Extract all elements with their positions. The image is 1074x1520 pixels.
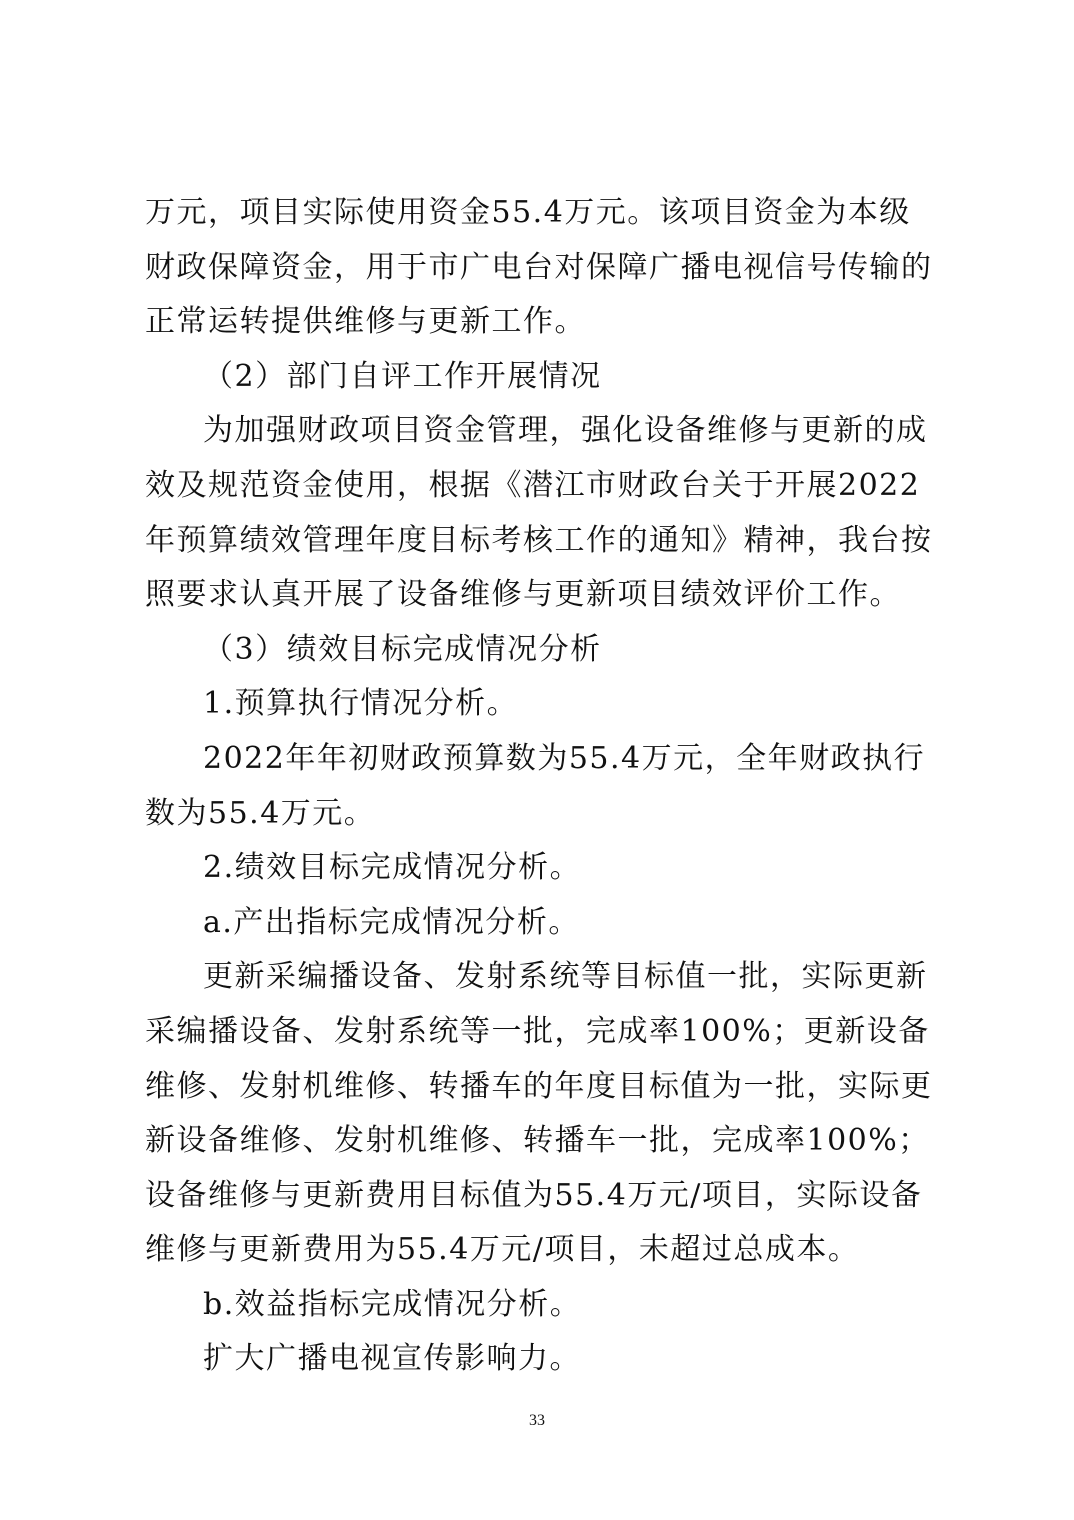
subheading-benefit-indicators: b.效益指标完成情况分析。	[203, 1286, 582, 1322]
heading-self-evaluation: （2）部门自评工作开展情况	[203, 358, 602, 394]
subheading-budget-execution: 1.预算执行情况分析。	[203, 686, 519, 722]
paragraph-budget-execution: 2022年年初财政预算数为55.4万元，全年财政执行数为55.4万元。	[145, 740, 926, 831]
paragraph-benefit-indicators: 扩大广播电视宣传影响力。	[203, 1341, 581, 1377]
subheading-output-indicators: a.产出指标完成情况分析。	[203, 904, 580, 940]
subheading-goal-completion: 2.绩效目标完成情况分析。	[203, 850, 582, 886]
paragraph-self-evaluation: 为加强财政项目资金管理，强化设备维修与更新的成效及规范资金使用，根据《潜江市财政台关于开展2022年预算绩效管理年度目标考核工作的通知》精神，我台按照要求认真开展了设备维修与更新项目绩效评价工作。	[145, 413, 933, 613]
paragraph-output-indicators: 更新采编播设备、发射系统等目标值一批，实际更新采编播设备、发射系统等一批，完成率100%；更新设备维修、发射机维修、转播车的年度目标值为一批，实际更新设备维修、发射机维修、转播车一批，完成率100%；设备维修与更新费用目标值为55.4万元/项目，实际设备维修与更新费用为55.4万元/项目，未超过总成本。	[145, 959, 933, 1268]
body-text	[145, 186, 935, 1387]
paragraph-funding-summary: 万元，项目实际使用资金55.4万元。该项目资金为本级财政保障资金，用于市广电台对保障广播电视信号传输的正常运转提供维修与更新工作。	[145, 195, 933, 340]
page-number: 33	[529, 1412, 545, 1429]
heading-goal-analysis: （3）绩效目标完成情况分析	[203, 631, 602, 667]
